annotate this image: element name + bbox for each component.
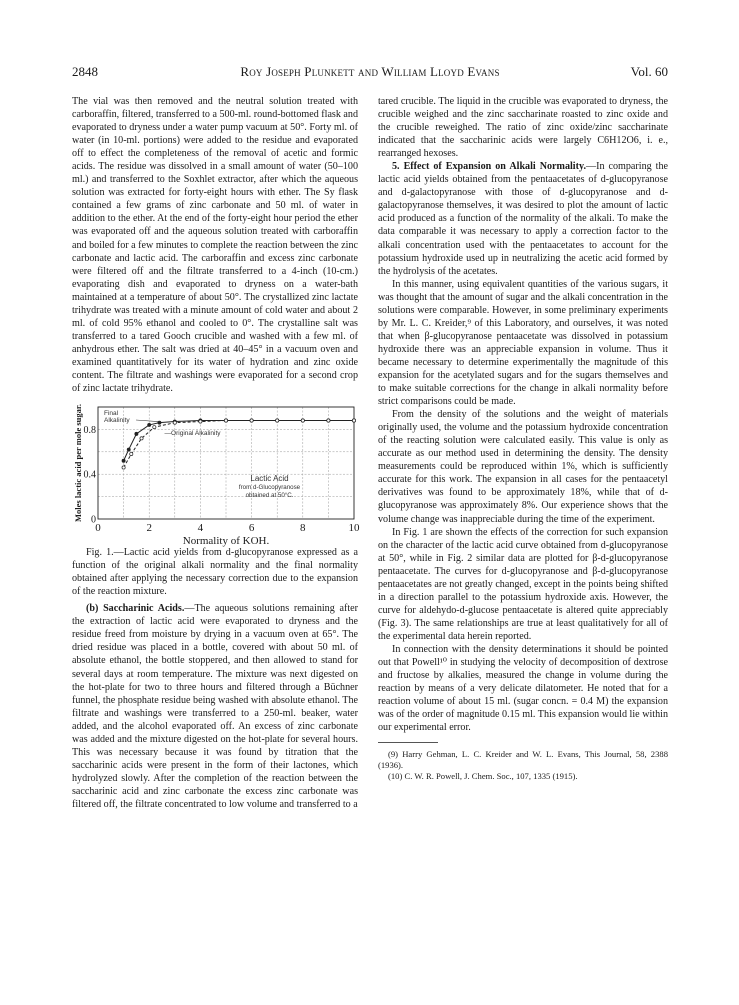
y-tick-label: 0.8 [83, 424, 96, 436]
x-tick-label: 6 [248, 522, 255, 535]
paragraph-manner: In this manner, using equivalent quantities of the various sugars, it was thought that the amount of sugar and the alkali concentration in the solutions were comparable. However, in some preliminary experiments by Mr. L. C. Kreider,⁹ of this Laboratory, and ourselves, it was noted that when β-glucopyranose pentaacetate was dissolved in potassium hydroxide there was an appreciable expansion in volume. Thus it became necessary to determine experimentally the magnitude of this expansion for the acetylated sugars and for the sugars themselves and to make suitable corrections for the change in alkali normality before strict comparisons could be made. [378, 278, 668, 408]
expansion-text: —In comparing the lactic acid yields obtained from the pentaacetates of d-glucopyranose and d-galactopyranose with those of d-glucopyranose and d-galactopyranose themselves, it was desired to plot the amount of lactic acid produced as a function of the normality of the alkali. To make the data comparable it was necessary to apply a correction factor to the alkali concentration used with the pentaacetates to account for the potassium hydroxide used up in neutralizing the acetic acid formed by the hydrolysis of the acetates. [378, 161, 668, 277]
figure-1 [72, 403, 358, 546]
footnotes [378, 749, 668, 782]
footnote-10: (10) C. W. R. Powell, J. Chem. Soc., 107, 1335 (1915). [388, 771, 578, 782]
footnote-rule [378, 742, 438, 743]
saccharinic-text: —The aqueous solutions remaining after the extraction of lactic acid were evaporated to dryness and the residue freed from moisture by drying in a vacuum oven at 65°. The dried residue was placed in a bottle, covered with about 50 ml. of absolute ethanol, the bottle stoppered, and then allowed to stand for several days at room temperature. The mixture was next digested on the hot-plate for two to three hours and filtered through a Büchner funnel, the phosphate residue being washed with absolute ethanol. The filtrate and washings were transferred to a 250-ml. beaker, water added, and the alcohol evaporated off. An excess of zinc carbonate was added and the mixture digested on the hot-plate for several hours. This was necessary because it was found by titration that the saccharinic acids were present in the form of their lactones, which hydrolyzed slowly. After the completion of the reaction between the saccharinic acid and zinc carbonate the excess zinc carbonate was filtered off, the filtrate concentrated to low volume and transferred to a [72, 603, 358, 810]
expansion-heading: 5. Effect of Expansion on Alkali Normality. [392, 161, 586, 173]
left-column [72, 95, 358, 811]
x-axis-label: Normality of KOH. [182, 535, 270, 548]
legend-final-label: Final [104, 410, 119, 418]
data-point [276, 419, 279, 422]
page-number: 2848 [72, 64, 98, 79]
data-point [127, 448, 130, 451]
data-point [352, 419, 355, 422]
y-tick-label: 0.4 [83, 469, 96, 481]
data-point [135, 432, 138, 435]
paragraph-crucible: tared crucible. The liquid in the crucible was evaporated to dryness, the crucible weighed and the zinc saccharinate roasted to zinc oxide and the crucible reweighed. The ratio of zinc oxide/zinc saccharinate indicated that the saccharinic acids were largely C6H12O6, i. e., rearranged hexoses. [378, 96, 668, 160]
x-tick-label: 4 [197, 522, 204, 535]
data-point [173, 421, 176, 424]
right-column [378, 95, 668, 782]
paragraph-density: From the density of the solutions and the weight of materials originally used, the volume and the potassium hydroxide concentration of the reacting solution were calculated easily. This value is only as accurate as our method used in determining the density. The density measurements could be reproduced within 1%, which is sufficiently accurate for this work. The expansion in all cases for the pentaacetyl derivatives was found to be approximately 18%, while that of d-glucopyranose was approximately 8%. Our experience shows that the volume change was inappreciable during the time of the experiment. [378, 409, 668, 525]
data-point [122, 459, 125, 462]
annotation-line: obtained at 50°C. [245, 491, 294, 499]
running-head [72, 64, 668, 80]
data-point [122, 466, 125, 469]
saccharinic-heading: (b) Saccharinic Acids. [86, 603, 185, 615]
data-point [148, 423, 151, 426]
paragraph-vial: The vial was then removed and the neutral solution treated with carboraffin, filtered, transferred to a 500-ml. round-bottomed flask and evaporated to dryness under a water pump vacuum at 50°. Forty ml. of water (in 10-ml. portions) were added to the residue and evaporated off to effect the completeness of the removal of acetic and formic acids. The residue was dissolved in a small amount of water (50–100 ml.) and transferred to the Soxhlet extractor, after which the aqueous solution was extracted for forty-eight hours with ether. The Sy flask contained a few grams of zinc carbonate and 50 ml. of water in addition to the ether. At the end of the forty-eight hour period the ether was evaporated off and the aqueous solution treated with carboraffin and boiled for a few minutes to complete the reaction between the zinc carbonate and lactic acid. The carboraffin and excess zinc carbonate were filtered off and the filtrate transferred to a 4-inch (10-cm.) evaporating dish and evaporated to dryness on a water-bath maintained at a temperature of about 50°. The crystallized zinc lactate trihydrate was treated with a minute amount of cold water and about 2 ml. of cold 95% ethanol and cooled to 0°. The crystalline salt was transferred to a tared Gooch crucible and washed with a few ml. of anhydrous ether. The salt was dried at 40–45° in a vacuum oven and examined quantitatively for its water of hydration and zinc oxide content. The filtrate and washings were evaporated for a second crop of zinc lactate trihydrate. [72, 96, 358, 395]
y-axis-label: Moles lactic acid per mole sugar. [73, 404, 83, 523]
running-title: Roy Joseph Plunkett and William Lloyd Evans [240, 64, 500, 79]
paragraph-fig-effects: In Fig. 1 are shown the effects of the correction for such expansion on the character of the lactic acid curve obtained from d-glucopyranose at 50°, while in Fig. 2 similar data are plotted for β-d-glucopyranose pentaacetate. The curves for d-glucopyranose and β-d-glucopyranose pentaacetates are not greatly changed, except in the points being shifted in a direction parallel to the potassium hydroxide axis. However, the curve for aldehydo-d-glucose pentaacetate is altered quite appreciably (Fig. 3). The same relationships are true at least qualitatively for all of the experimental data herein reported. [378, 526, 668, 642]
legend-original-label: —Original Alkalinity [164, 430, 221, 438]
paragraph-expansion [378, 160, 668, 277]
lactic-acid-chart [72, 403, 358, 546]
data-point [301, 419, 304, 422]
data-point [199, 420, 202, 423]
y-tick-label: 0 [91, 514, 96, 526]
annotation-line: Lactic Acid [250, 473, 289, 483]
paragraph-saccharinic [72, 602, 358, 811]
legend-final-label-2: Alkalinity [104, 417, 130, 425]
x-tick-label: 8 [300, 522, 306, 535]
data-point [250, 419, 253, 422]
series-line [124, 421, 354, 468]
annotation-line: from d-Glucopyranose [238, 483, 301, 491]
data-point [153, 426, 156, 429]
volume-label: Vol. 60 [630, 64, 668, 79]
data-point [130, 453, 133, 456]
data-point [224, 419, 227, 422]
paragraph-powell: In connection with the density determinations it should be pointed out that Powell¹⁰ in studying the velocity of decomposition of dextrose and fructose by alkalies, measured the change in volume during the reaction by means of a very delicate dilatometer. He noted that for a reaction volume of about 15 ml. (sugar concn. = 0.4 M) the expansion was of the order of magnitude 0.15 ml. This expansion would lie within our experimental error. [378, 643, 668, 734]
x-tick-label: 10 [348, 522, 360, 535]
legend-final-leader [136, 420, 159, 422]
footnote-9: (9) Harry Gehman, L. C. Kreider and W. L. Evans, This Journal, 58, 2388 (1936). [378, 749, 668, 771]
x-tick-label: 0 [95, 522, 101, 535]
data-point [327, 419, 330, 422]
figure-caption: Fig. 1.—Lactic acid yields from d-glucopyranose expressed as a function of the original alkali normality and the final normality obtained after applying the necessary correction due to the expansion of the reaction mixture. [72, 547, 358, 598]
x-tick-label: 2 [146, 522, 152, 535]
data-point [140, 437, 143, 440]
